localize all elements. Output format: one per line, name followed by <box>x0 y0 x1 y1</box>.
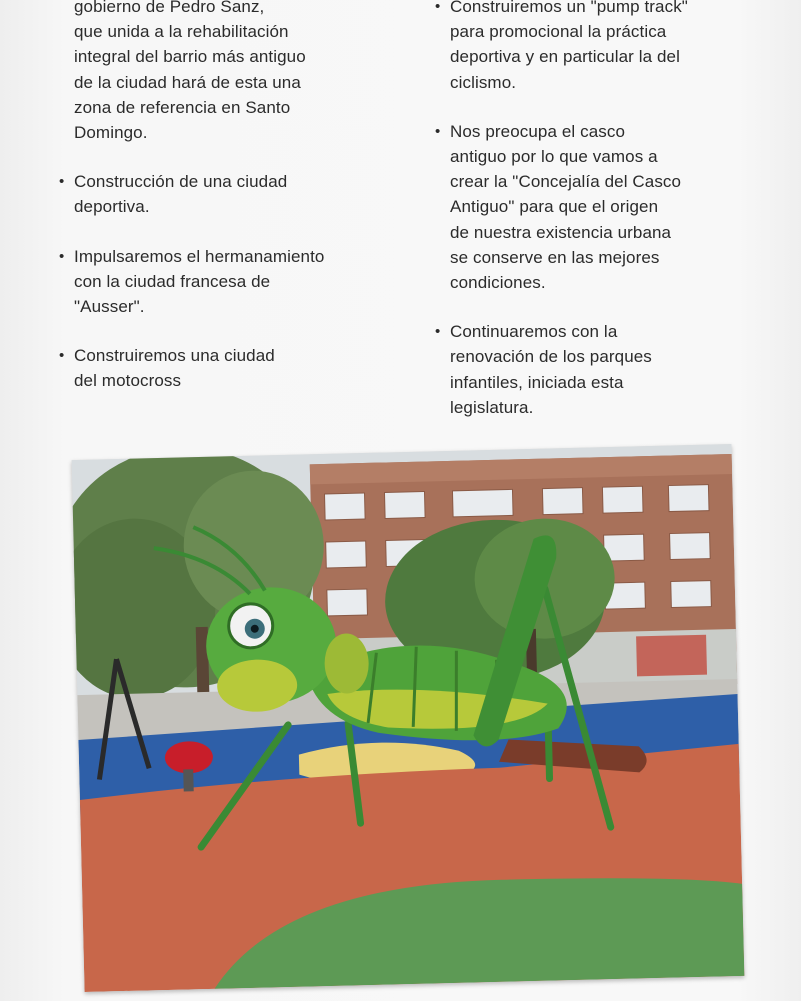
text-line: infantiles, iniciada esta <box>450 372 624 392</box>
text-line: antiguo por lo que vamos a <box>450 147 658 167</box>
text-line: gobierno de Pedro Sanz, <box>74 0 265 16</box>
bullet-item <box>59 343 372 393</box>
bullet-item <box>59 169 372 219</box>
text-line: de la ciudad hará de esta una <box>74 72 301 92</box>
bullet-item <box>435 119 748 295</box>
paragraph <box>62 0 372 145</box>
text-line: que unida a la rehabilitación <box>74 22 289 42</box>
text-line: Antiguo" para que el origen <box>450 197 659 217</box>
text-line: Impulsaremos el hermanamiento <box>74 246 325 266</box>
text-line: Domingo. <box>74 123 148 143</box>
text-line: deportiva. <box>74 197 150 217</box>
bullet-marker: • <box>59 347 65 365</box>
text-line: deportiva y en particular la del <box>450 47 680 67</box>
text-line: del motocross <box>74 371 182 391</box>
text-line: "Ausser". <box>74 297 145 317</box>
bullet-marker: • <box>59 247 65 265</box>
text-line: para promocional la práctica <box>450 22 667 42</box>
text-line: crear la "Concejalía del Casco <box>450 172 682 192</box>
bullet-marker: • <box>435 323 441 341</box>
photo-illustration <box>72 444 745 992</box>
text-line: Nos preocupa el casco <box>450 121 626 141</box>
playground-grasshopper-photo <box>72 444 745 992</box>
bullet-marker: • <box>435 122 441 140</box>
text-line: se conserve en las mejores <box>450 247 660 267</box>
left-text-column <box>59 0 372 418</box>
bullet-marker: • <box>435 0 441 15</box>
right-text-column <box>435 0 748 444</box>
bullet-item <box>435 0 748 95</box>
text-line: legislatura. <box>450 397 534 417</box>
text-line: Continuaremos con la <box>450 322 618 342</box>
text-line: Construiremos un "pump track" <box>450 0 688 16</box>
text-line: Construcción de una ciudad <box>74 172 288 192</box>
bullet-marker: • <box>59 173 65 191</box>
bullet-item <box>435 319 748 420</box>
bullet-item <box>59 244 372 320</box>
text-line: condiciones. <box>450 273 546 293</box>
text-line: renovación de los parques <box>450 347 652 367</box>
text-line: ciclismo. <box>450 72 517 92</box>
text-line: de nuestra existencia urbana <box>450 222 672 242</box>
text-line: con la ciudad francesa de <box>74 271 271 291</box>
text-line: Construiremos una ciudad <box>74 346 275 366</box>
text-line: integral del barrio más antiguo <box>74 47 306 67</box>
text-line: zona de referencia en Santo <box>74 97 291 117</box>
